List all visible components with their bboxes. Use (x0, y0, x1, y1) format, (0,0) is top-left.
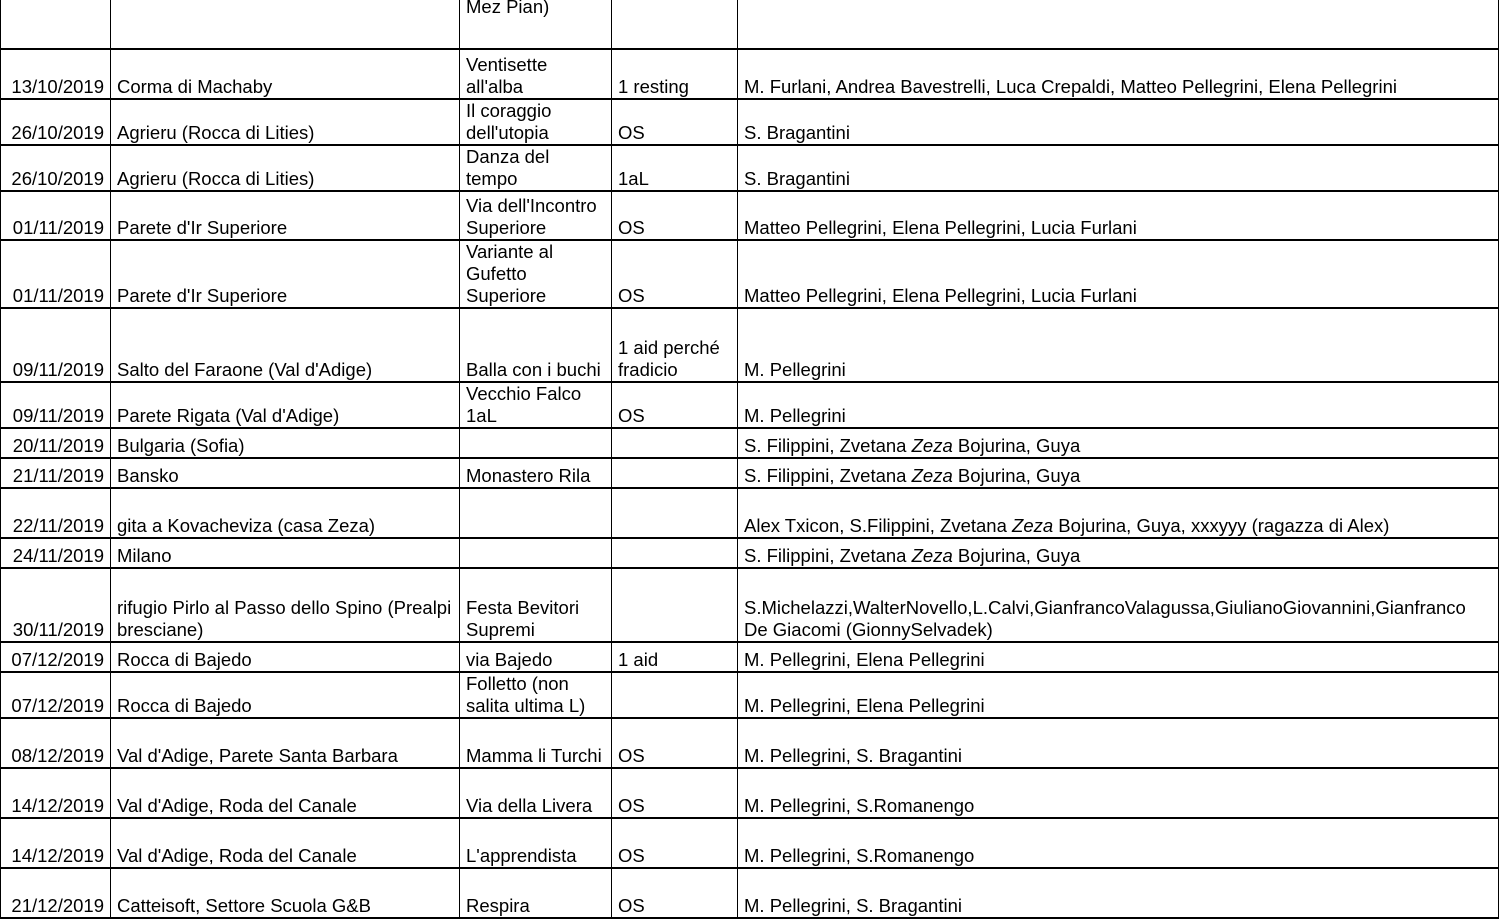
date-cell: 13/10/2019 (1, 49, 111, 99)
place-cell: Parete Rigata (Val d'Adige) (111, 382, 460, 428)
date-cell: 14/12/2019 (1, 768, 111, 818)
place-cell: rifugio Pirlo al Passo dello Spino (Prealpi bresciane) (111, 568, 460, 642)
people-cell (738, 458, 1499, 488)
table-row (1, 642, 1499, 672)
table-row (1, 458, 1499, 488)
people-text: Bojurina, Guya (952, 545, 1081, 566)
place-cell: Salto del Faraone (Val d'Adige) (111, 308, 460, 382)
table-row (1, 308, 1499, 382)
nickname-text: Zeza (911, 545, 953, 566)
grade-cell (612, 458, 738, 488)
grade-cell (612, 672, 738, 718)
date-cell: 01/11/2019 (1, 240, 111, 308)
grade-cell: OS (612, 99, 738, 145)
grade-cell: OS (612, 818, 738, 868)
date-cell: 30/11/2019 (1, 568, 111, 642)
grade-cell (612, 568, 738, 642)
grade-cell (612, 0, 738, 49)
table-row (1, 488, 1499, 538)
people-cell: S. Bragantini (738, 145, 1499, 191)
place-cell: Rocca di Bajedo (111, 672, 460, 718)
table-row (1, 145, 1499, 191)
date-cell: 21/11/2019 (1, 458, 111, 488)
table-row (1, 382, 1499, 428)
people-text: Bojurina, Guya, xxxyyy (ragazza di Alex) (1053, 515, 1390, 536)
table-row (1, 868, 1499, 918)
table-row (1, 191, 1499, 240)
people-text: S. Filippini, Zvetana (744, 545, 912, 566)
place-cell: Agrieru (Rocca di Lities) (111, 99, 460, 145)
people-cell: M. Pellegrini (738, 308, 1499, 382)
route-cell: via Bajedo (460, 642, 612, 672)
place-cell: Rocca di Bajedo (111, 642, 460, 672)
grade-cell (612, 428, 738, 458)
table-row (1, 672, 1499, 718)
nickname-text: Zeza (911, 435, 953, 456)
place-cell: Parete d'Ir Superiore (111, 240, 460, 308)
people-cell: M. Pellegrini (738, 382, 1499, 428)
people-cell: M. Pellegrini, S. Bragantini (738, 868, 1499, 918)
route-cell (460, 488, 612, 538)
place-cell: Milano (111, 538, 460, 568)
date-cell: 07/12/2019 (1, 672, 111, 718)
date-cell: 26/10/2019 (1, 145, 111, 191)
people-cell (738, 538, 1499, 568)
place-cell: Val d'Adige, Parete Santa Barbara (111, 718, 460, 768)
place-cell: Catteisoft, Settore Scuola G&B (111, 868, 460, 918)
people-cell: S. Bragantini (738, 99, 1499, 145)
table-row (1, 568, 1499, 642)
table-row (1, 538, 1499, 568)
route-cell: Balla con i buchi (460, 308, 612, 382)
date-cell: 14/12/2019 (1, 818, 111, 868)
place-cell: Corma di Machaby (111, 49, 460, 99)
people-cell: M. Pellegrini, Elena Pellegrini (738, 672, 1499, 718)
route-cell: Via della Livera (460, 768, 612, 818)
date-cell: 20/11/2019 (1, 428, 111, 458)
grade-cell: OS (612, 191, 738, 240)
place-cell: Val d'Adige, Roda del Canale (111, 768, 460, 818)
date-cell (1, 0, 111, 49)
date-cell: 24/11/2019 (1, 538, 111, 568)
date-cell: 26/10/2019 (1, 99, 111, 145)
place-cell: gita a Kovacheviza (casa Zeza) (111, 488, 460, 538)
people-text: S. Filippini, Zvetana (744, 465, 912, 486)
grade-cell (612, 488, 738, 538)
people-cell (738, 428, 1499, 458)
place-cell: Parete d'Ir Superiore (111, 191, 460, 240)
place-cell (111, 0, 460, 49)
table-row (1, 768, 1499, 818)
people-cell: Matteo Pellegrini, Elena Pellegrini, Lucia Furlani (738, 240, 1499, 308)
grade-cell: OS (612, 768, 738, 818)
date-cell: 21/12/2019 (1, 868, 111, 918)
route-cell: Ventisette all'alba (460, 49, 612, 99)
date-cell: 22/11/2019 (1, 488, 111, 538)
people-cell (738, 568, 1499, 642)
date-cell: 09/11/2019 (1, 382, 111, 428)
route-cell: Via dell'Incontro Superiore (460, 191, 612, 240)
table-row (1, 0, 1499, 49)
grade-cell: OS (612, 240, 738, 308)
people-cell: M. Pellegrini, S.Romanengo (738, 768, 1499, 818)
route-cell: L'apprendista (460, 818, 612, 868)
route-cell: Variante al Gufetto Superiore (460, 240, 612, 308)
table-row (1, 49, 1499, 99)
route-cell (460, 538, 612, 568)
route-cell (460, 428, 612, 458)
nickname-text: Zeza (1012, 515, 1054, 536)
route-cell: Il coraggio dell'utopia (460, 99, 612, 145)
people-cell: M. Pellegrini, Elena Pellegrini (738, 642, 1499, 672)
people-cell: Matteo Pellegrini, Elena Pellegrini, Lucia Furlani (738, 191, 1499, 240)
place-cell: Val d'Adige, Roda del Canale (111, 818, 460, 868)
grade-cell: OS (612, 382, 738, 428)
table-row (1, 428, 1499, 458)
grade-cell: OS (612, 868, 738, 918)
people-text: S.Michelazzi,WalterNovello,L.Calvi,GianfrancoValagussa,GiulianoGiovannini,Gianfranco (744, 597, 1466, 618)
grade-cell: 1 resting (612, 49, 738, 99)
route-cell: Mez Pian) (460, 0, 612, 49)
route-cell: Festa Bevitori Supremi (460, 568, 612, 642)
table-row (1, 240, 1499, 308)
grade-cell (612, 538, 738, 568)
table-row (1, 718, 1499, 768)
grade-cell: 1 aid perché fradicio (612, 308, 738, 382)
route-cell: Danza del tempo (460, 145, 612, 191)
route-cell: Folletto (non salita ultima L) (460, 672, 612, 718)
people-cell (738, 0, 1499, 49)
people-cell (738, 488, 1499, 538)
place-cell: Bulgaria (Sofia) (111, 428, 460, 458)
route-cell: Vecchio Falco 1aL (460, 382, 612, 428)
people-text: S. Filippini, Zvetana (744, 435, 912, 456)
date-cell: 01/11/2019 (1, 191, 111, 240)
grade-cell: 1aL (612, 145, 738, 191)
place-cell: Bansko (111, 458, 460, 488)
table-row (1, 818, 1499, 868)
date-cell: 09/11/2019 (1, 308, 111, 382)
route-cell: Monastero Rila (460, 458, 612, 488)
people-text: De Giacomi (GionnySelvadek) (744, 619, 993, 640)
table-row (1, 99, 1499, 145)
route-cell: Respira (460, 868, 612, 918)
nickname-text: Zeza (911, 465, 953, 486)
date-cell: 07/12/2019 (1, 642, 111, 672)
grade-cell: 1 aid (612, 642, 738, 672)
people-text: Bojurina, Guya (952, 435, 1081, 456)
people-cell: M. Pellegrini, S.Romanengo (738, 818, 1499, 868)
people-text: Bojurina, Guya (952, 465, 1081, 486)
place-cell: Agrieru (Rocca di Lities) (111, 145, 460, 191)
people-cell: M. Pellegrini, S. Bragantini (738, 718, 1499, 768)
people-cell: M. Furlani, Andrea Bavestrelli, Luca Crepaldi, Matteo Pellegrini, Elena Pellegrini (738, 49, 1499, 99)
grade-cell: OS (612, 718, 738, 768)
route-cell: Mamma li Turchi (460, 718, 612, 768)
people-text: Alex Txicon, S.Filippini, Zvetana (744, 515, 1013, 536)
date-cell: 08/12/2019 (1, 718, 111, 768)
